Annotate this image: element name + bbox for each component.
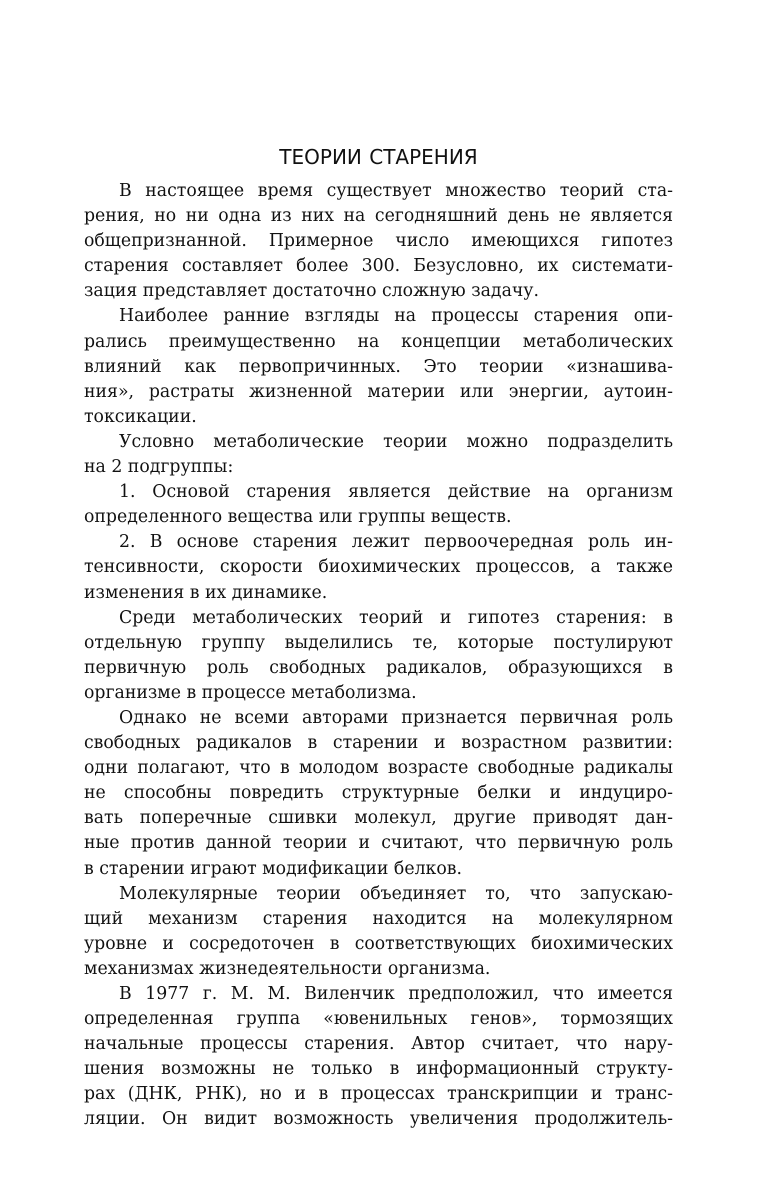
text-line: В 1977 г. М. М. Виленчик предположил, что имеется (119, 984, 673, 1004)
text-line: 1. Основой старения является действие на организм (119, 482, 673, 503)
text-line: токсикации. (84, 406, 197, 427)
paragraph (84, 179, 673, 304)
paragraph (84, 882, 673, 982)
text-line: на 2 подгруппы: (84, 457, 234, 478)
text-line: определенного вещества или группы веществ. (84, 507, 512, 528)
paragraph (84, 982, 673, 1133)
text-line: свободных радикалов в старении и возрастном развитии: (84, 733, 673, 754)
text-line: щий механизм старения находится на молекулярном (84, 908, 673, 929)
text-line: отдельную группу выделились те, которые постулируют (84, 632, 673, 653)
text-line: механизмах жизнедеятельности организма. (84, 958, 491, 979)
text-line: рения, но ни одна из них на сегодняшний день не является (84, 206, 673, 227)
list-item (84, 480, 673, 530)
book-page (84, 143, 673, 1133)
list-item (84, 530, 673, 605)
text-line: определенная группа «ювенильных генов», тормозящих (84, 1009, 673, 1030)
text-line: в старении играют модификации белков. (84, 858, 462, 879)
paragraph (84, 706, 673, 882)
text-line: вать поперечные сшивки молекул, другие приводят дан- (84, 808, 673, 829)
text-line: ния», растраты жизненной материи или энергии, аутоин- (84, 381, 673, 402)
paragraph (84, 304, 673, 429)
text-line: влияний как первопричинных. Это теории «изнашива- (84, 356, 673, 377)
paragraph (84, 430, 673, 480)
text-line: В настоящее время существует множество теорий ста- (119, 181, 673, 201)
text-line: Наиболее ранние взгляды на процессы старения опи- (119, 306, 673, 327)
text-line: одни полагают, что в молодом возрасте свободные радикалы (84, 758, 673, 779)
text-line: шения возможны не только в информационный структу- (84, 1059, 673, 1080)
paragraph (84, 606, 673, 706)
text-line: начальные процессы старения. Автор считает, что нару- (84, 1034, 673, 1055)
text-line: Молекулярные теории объединяет то, что запускаю- (119, 883, 673, 904)
text-line: уровне и сосредоточен в соответствующих биохимических (84, 933, 673, 954)
text-line: Среди метаболических теорий и гипотез старения: в (119, 607, 673, 628)
text-line: зация представляет достаточно сложную задачу. (84, 281, 539, 302)
chapter-heading: ТЕОРИИ СТАРЕНИЯ (279, 145, 478, 169)
text-line: организме в процессе метаболизма. (84, 682, 417, 703)
text-line: Однако не всеми авторами признается первичная роль (119, 707, 673, 728)
text-line: рах (ДНК, РНК), но и в процессах транскрипции и транс- (84, 1084, 673, 1105)
text-line: рались преимущественно на концепции метаболических (84, 331, 673, 352)
text-line: ляции. Он видит возможность увеличения продолжитель- (84, 1109, 673, 1130)
text-line: старения составляет более 300. Безусловно, их системати- (84, 256, 673, 277)
text-line: общепризнанной. Примерное число имеющихся гипотез (84, 231, 673, 252)
text-line: ные против данной теории и считают, что первичную роль (84, 833, 673, 854)
text-line: Условно метаболические теории можно подразделить (119, 431, 673, 452)
text-line: тенсивности, скорости биохимических процессов, а также (84, 557, 673, 578)
text-line: изменения в их динамике. (84, 582, 328, 603)
text-line: 2. В основе старения лежит первоочередная роль ин- (119, 532, 673, 553)
text-line: не способны повредить структурные белки и индуциро- (84, 783, 673, 804)
text-line: первичную роль свободных радикалов, образующихся в (84, 657, 673, 678)
